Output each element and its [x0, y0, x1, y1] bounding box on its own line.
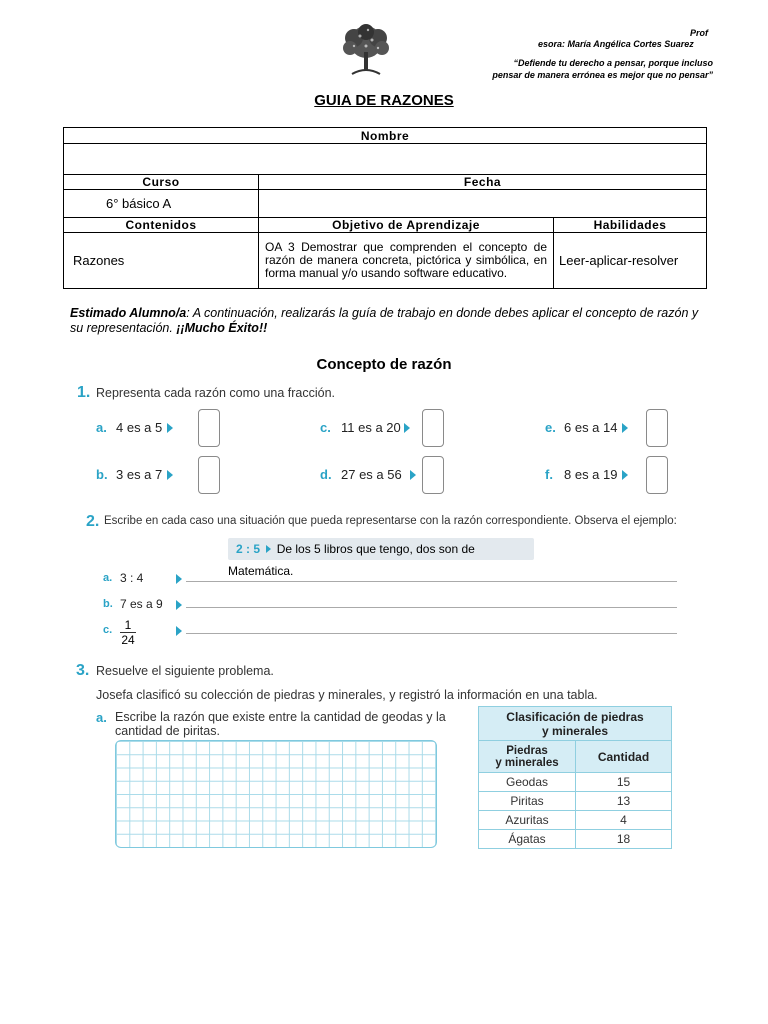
- objetivo-header: Objetivo de Aprendizaje: [259, 218, 554, 233]
- ex2-answer-line-b[interactable]: [186, 607, 677, 608]
- intro-paragraph: [70, 306, 710, 336]
- quote-line2: pensar de manera errónea es mejor que no pensar”: [492, 70, 713, 80]
- stones-table: [478, 706, 672, 849]
- ex1-item-b-text: 3 es a 7: [116, 467, 163, 482]
- ex1-item-a-text: 4 es a 5: [116, 420, 163, 435]
- ex3-part-a-label: a.: [96, 710, 107, 725]
- ex1-item-e-label: e.: [545, 420, 556, 435]
- ex1-item-c-label: c.: [320, 420, 331, 435]
- stone-qty: 13: [576, 792, 672, 811]
- quote-line1: “Defiende tu derecho a pensar, porque incluso: [513, 58, 713, 68]
- stone-qty: 4: [576, 811, 672, 830]
- stone-qty: 15: [576, 773, 672, 792]
- ex2-answer-line-a[interactable]: [186, 581, 677, 582]
- intro-closing: ¡¡Mucho Éxito!!: [176, 321, 268, 335]
- fecha-field[interactable]: [259, 190, 707, 218]
- intro-greeting: Estimado Alumno/a: [70, 306, 187, 320]
- answer-grid[interactable]: [115, 740, 437, 848]
- stones-col1-header-line1: Piedras: [506, 744, 548, 757]
- ex1-answer-box-c[interactable]: [422, 409, 444, 447]
- stones-col1-header-line2: y minerales: [495, 756, 559, 769]
- arrow-icon: [622, 470, 628, 480]
- objetivo-value: OA 3 Demostrar que comprenden el concepto de razón de manera concreta, pictórica y simbólica, en forma manual y/o usando software educativo.: [259, 233, 554, 289]
- exercise2-number: 2.: [86, 513, 100, 530]
- tree-logo-icon: [330, 24, 402, 78]
- ex2-item-c-label: c.: [103, 624, 113, 636]
- example-box: [228, 538, 534, 578]
- intro-text: : A continuación, realizarás la guía de trabajo en donde debes aplicar el concepto de razón y su representación.: [70, 306, 699, 335]
- contenidos-value: Razones: [64, 233, 259, 289]
- stone-name: Ágatas: [479, 830, 576, 849]
- ex1-answer-box-b[interactable]: [198, 456, 220, 494]
- ex1-item-e-text: 6 es a 14: [564, 420, 618, 435]
- teacher-label-line2: esora: María Angélica Cortes Suarez: [538, 39, 694, 49]
- ex1-answer-box-d[interactable]: [422, 456, 444, 494]
- ex1-item-d-text: 27 es a 56: [341, 467, 402, 482]
- stones-table-title: [479, 707, 672, 741]
- ex2-item-b-label: b.: [103, 598, 113, 610]
- ex2-item-b-text: 7 es a 9: [120, 597, 163, 611]
- stone-name: Azuritas: [479, 811, 576, 830]
- exercise2-question: Escribe en cada caso una situación que pueda representarse con la razón correspondiente. Observa el ejemplo:: [104, 515, 677, 527]
- nombre-header: Nombre: [64, 128, 707, 144]
- arrow-icon: [410, 470, 416, 480]
- exercise3-question: Resuelve el siguiente problema.: [96, 664, 274, 678]
- stones-table-title-line1: Clasificación de piedras: [506, 709, 644, 724]
- arrow-icon: [176, 600, 182, 610]
- ex3-part-a-line2: cantidad de piritas.: [115, 724, 220, 738]
- table-row: [479, 773, 672, 792]
- arrow-icon: [622, 423, 628, 433]
- arrow-icon: [167, 470, 173, 480]
- habilidades-header: Habilidades: [554, 218, 707, 233]
- ex1-answer-box-a[interactable]: [198, 409, 220, 447]
- ex2-item-a-label: a.: [103, 572, 113, 584]
- curso-value: 6° básico A: [64, 190, 259, 218]
- exercise1-question: Representa cada razón como una fracción.: [96, 386, 336, 400]
- stones-col2-header: Cantidad: [576, 741, 672, 773]
- exercise3-context: Josefa clasificó su colección de piedras y minerales, y registró la información en una tabla.: [96, 688, 598, 702]
- fraction-1-24: [118, 618, 138, 647]
- contenidos-header: Contenidos: [64, 218, 259, 233]
- stones-col1-header: [479, 741, 576, 773]
- table-row: [479, 830, 672, 849]
- ex1-item-d-label: d.: [320, 467, 332, 482]
- arrow-icon: [176, 626, 182, 636]
- example-ratio: 2 : 5: [236, 542, 261, 556]
- page-title: GUIA DE RAZONES: [314, 92, 454, 109]
- example-text: De los 5 libros que tengo, dos son de Matemática.: [228, 542, 475, 578]
- arrow-icon: [404, 423, 410, 433]
- ex3-part-a-line1: Escribe la razón que existe entre la cantidad de geodas y la: [115, 710, 446, 724]
- exercise1-number: 1.: [77, 384, 91, 401]
- fraction-denominator: 24: [121, 633, 135, 647]
- ex2-item-a-text: 3 : 4: [120, 571, 144, 585]
- ex1-item-a-label: a.: [96, 420, 107, 435]
- ex1-item-b-label: b.: [96, 467, 108, 482]
- table-row: [479, 792, 672, 811]
- stone-name: Piritas: [479, 792, 576, 811]
- ex1-item-f-label: f.: [545, 467, 553, 482]
- stones-table-title-line2: y minerales: [541, 723, 609, 738]
- ex1-answer-box-e[interactable]: [646, 409, 668, 447]
- table-row: [479, 811, 672, 830]
- section-title: Concepto de razón: [316, 356, 452, 373]
- fecha-header: Fecha: [259, 175, 707, 190]
- student-info-table: [63, 127, 707, 289]
- curso-header: Curso: [64, 175, 259, 190]
- arrow-icon: [266, 545, 271, 553]
- fraction-numerator: 1: [124, 618, 132, 632]
- arrow-icon: [167, 423, 173, 433]
- ex1-item-c-text: 11 es a 20: [341, 420, 401, 435]
- ex1-answer-box-f[interactable]: [646, 456, 668, 494]
- ex1-item-f-text: 8 es a 19: [564, 467, 618, 482]
- teacher-label-line1: Prof: [690, 28, 708, 38]
- habilidades-value: Leer-aplicar-resolver: [554, 233, 707, 289]
- exercise3-number: 3.: [76, 662, 90, 679]
- stone-qty: 18: [576, 830, 672, 849]
- nombre-field[interactable]: [64, 144, 707, 175]
- stone-name: Geodas: [479, 773, 576, 792]
- ex2-answer-line-c[interactable]: [186, 633, 677, 634]
- arrow-icon: [176, 574, 182, 584]
